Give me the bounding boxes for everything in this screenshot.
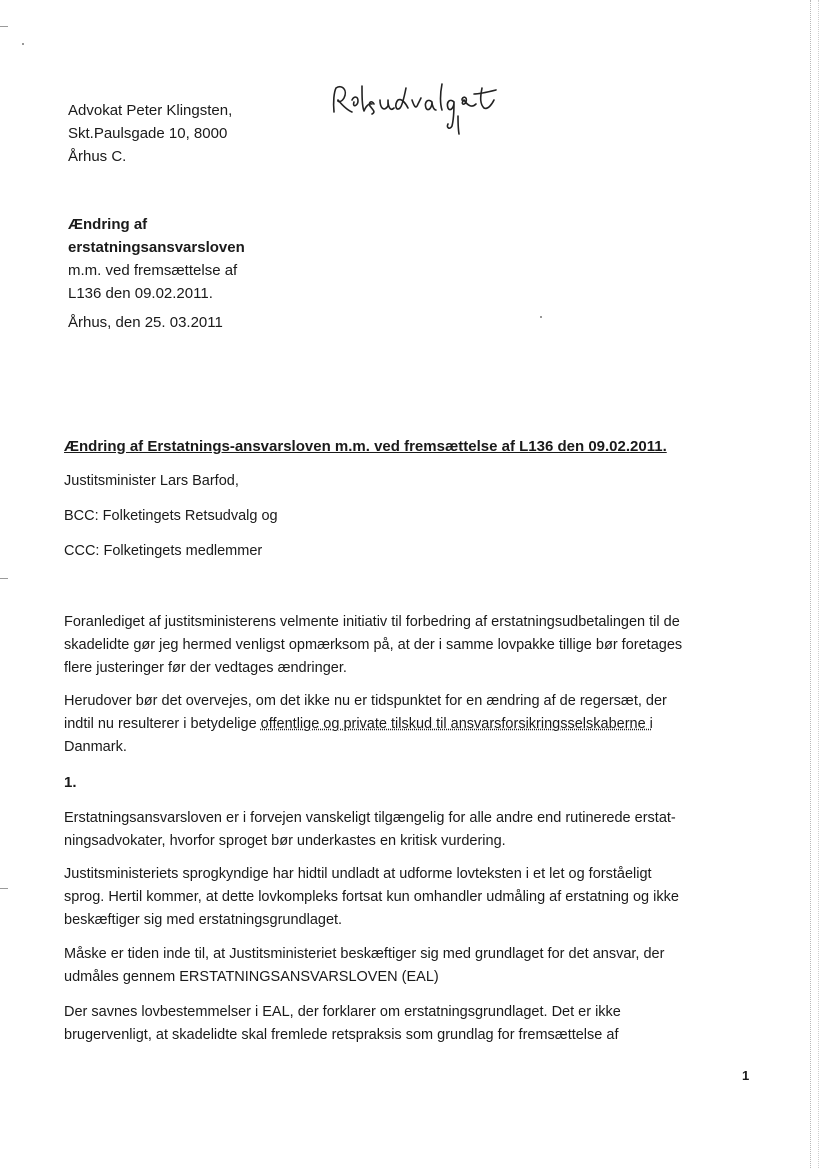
subject-line-1: Ændring af	[68, 216, 148, 233]
paragraph-2	[64, 690, 754, 759]
paragraph-line: beskæftiger sig med erstatningsgrundlaget.	[64, 912, 343, 928]
letter-subject	[68, 213, 245, 305]
page-number: 1	[742, 1068, 750, 1083]
recipient-to: Justitsminister Lars Barfod,	[64, 473, 239, 489]
paragraph-line: flere justeringer før der vedtages ændringer.	[64, 660, 347, 676]
scan-speck	[22, 43, 24, 45]
margin-mark	[0, 578, 8, 579]
subject-line-2: erstatningsansvarsloven	[68, 239, 245, 256]
paragraph-line: ningsadvokater, hvorfor sproget bør underkastes en kritisk vurdering.	[64, 833, 506, 849]
paragraph-line: Erstatningsansvarsloven er i forvejen vanskeligt tilgængelig for alle andre end rutinerede erstat-	[64, 810, 676, 826]
paragraph-line: Foranlediget af justitsministerens velmente initiativ til forbedring af erstatningsudbetalingen til de	[64, 614, 680, 630]
scan-edge-line-outer	[817, 0, 819, 1168]
recipient-bcc: BCC: Folketingets Retsudvalg og	[64, 508, 278, 524]
paragraph-5	[64, 943, 754, 989]
paragraph-6	[64, 1001, 754, 1047]
sender-address	[68, 99, 232, 168]
letter-date: Århus, den 25. 03.2011	[68, 314, 223, 331]
handwritten-retsudvalget-stamp	[328, 78, 508, 140]
section-number: 1.	[64, 774, 77, 791]
paragraph-line: Danmark.	[64, 739, 127, 755]
paragraph-line: sprog. Hertil kommer, at dette lovkompleks fortsat kun omhandler udmåling af erstatning og ikke	[64, 889, 679, 905]
paragraph-line: Justitsministeriets sprogkyndige har hidtil undladt at udforme lovteksten i et let og forståeligt	[64, 866, 652, 882]
paragraph-4	[64, 863, 754, 932]
sender-line-1: Advokat Peter Klingsten,	[68, 102, 233, 119]
paragraph-line: Herudover bør det overvejes, om det ikke nu er tidspunktet for en ændring af de regersæt, der	[64, 693, 667, 709]
paragraph-line: brugervenligt, at skadelidte skal fremlede retspraksis som grundlag for fremsættelse af	[64, 1027, 619, 1043]
letter-heading: Ændring af Erstatnings-ansvarsloven m.m. ved fremsættelse af L136 den 09.02.2011.	[64, 438, 667, 455]
subject-line-4: L136 den 09.02.2011.	[68, 285, 213, 302]
underlined-phrase: offentlige og private tilskud til ansvarsforsikringsselskaberne i	[260, 716, 653, 732]
margin-mark	[0, 888, 8, 889]
paragraph-3	[64, 807, 754, 853]
paragraph-line: udmåles gennem ERSTATNINGSANSVARSLOVEN (EAL)	[64, 969, 439, 985]
paragraph-line: skadelidte gør jeg hermed venligst opmærksom på, at der i samme lovpakke tillige bør foretages	[64, 637, 683, 653]
subject-line-3: m.m. ved fremsættelse af	[68, 262, 238, 279]
sender-line-3: Århus C.	[68, 148, 127, 165]
paragraph-line	[64, 713, 754, 736]
paragraph-1	[64, 611, 754, 680]
sender-line-2: Skt.Paulsgade 10, 8000	[68, 125, 228, 142]
recipient-ccc: CCC: Folketingets medlemmer	[64, 543, 263, 559]
scan-speck	[540, 316, 542, 318]
paragraph-line: Måske er tiden inde til, at Justitsministeriet beskæftiger sig med grundlaget for det ansvar, der	[64, 946, 665, 962]
paragraph-text: indtil nu resulterer i betydelige	[64, 716, 261, 732]
margin-mark	[0, 26, 8, 27]
paragraph-line: Der savnes lovbestemmelser i EAL, der forklarer om erstatningsgrundlaget. Det er ikke	[64, 1004, 621, 1020]
scan-edge-line	[809, 0, 811, 1168]
